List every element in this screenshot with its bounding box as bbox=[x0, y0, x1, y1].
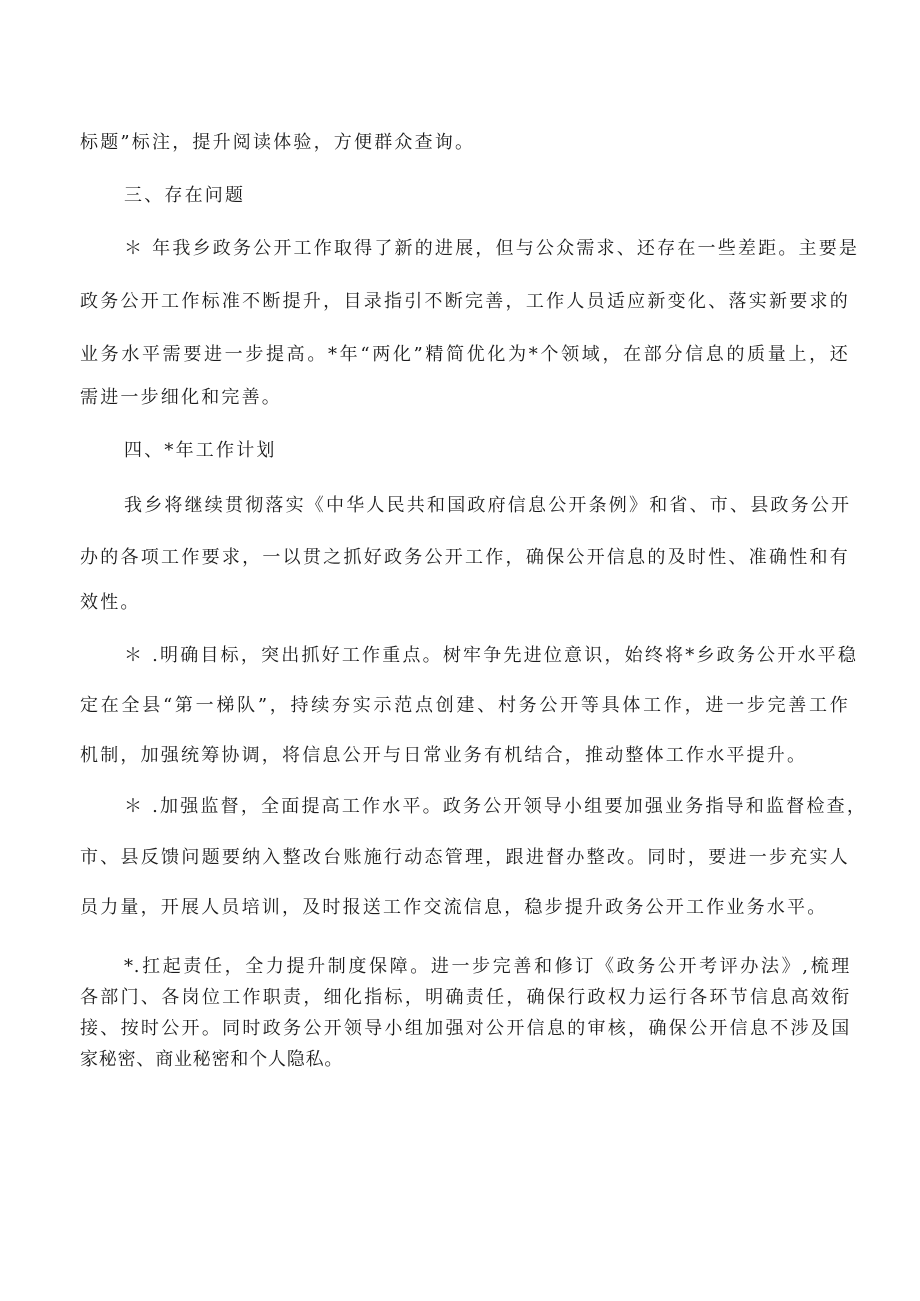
paragraph-line: *.扛起责任，全力提升制度保障。进一步完善和修订《政务公开考评办法》,梳理 bbox=[124, 956, 850, 977]
paragraph-line: 需进一步细化和完善。 bbox=[80, 387, 282, 408]
paragraph-line: 各部门、各岗位工作职责，细化指标，明确责任，确保行政权力运行各环节信息高效衔 bbox=[80, 987, 850, 1008]
paragraph-line: 我乡将继续贯彻落实《中华人民共和国政府信息公开条例》和省、市、县政务公开 bbox=[124, 495, 852, 516]
paragraph-line: ＊ 年我乡政务公开工作取得了新的进展，但与公众需求、还存在一些差距。主要是 bbox=[124, 238, 860, 259]
paragraph-line: 政务公开工作标准不断提升，目录指引不断完善，工作人员适应新变化、落实新要求的 bbox=[80, 291, 850, 312]
paragraph-line: ＊ .明确目标，突出抓好工作重点。树牢争先进位意识，始终将*乡政务公开水平稳 bbox=[124, 645, 859, 666]
paragraph-line: 接、按时公开。同时政务公开领导小组加强对公开信息的审核，确保公开信息不涉及国 bbox=[80, 1018, 850, 1039]
paragraph-line: 机制，加强统筹协调，将信息公开与日常业务有机结合，推动整体工作水平提升。 bbox=[80, 745, 808, 766]
paragraph-line: 市、县反馈问题要纳入整改台账施行动态管理，跟进督办整改。同时，要进一步充实人 bbox=[80, 847, 850, 868]
paragraph-line: 定在全县“第一梯队”，持续夯实示范点创建、村务公开等具体工作，进一步完善工作 bbox=[80, 695, 850, 716]
paragraph-line: 家秘密、商业秘密和个人隐私。 bbox=[80, 1049, 344, 1070]
paragraph-line: 员力量，开展人员培训，及时报送工作交流信息，稳步提升政务公开工作业务水平。 bbox=[80, 897, 828, 918]
paragraph-line: 业务水平需要进一步提高。*年“两化”精简优化为*个领域，在部分信息的质量上，还 bbox=[80, 344, 850, 365]
paragraph-line: ＊ .加强监督，全面提高工作水平。政务公开领导小组要加强业务指导和监督检查， bbox=[124, 796, 868, 817]
paragraph-line: 标题”标注，提升阅读体验，方便群众查询。 bbox=[80, 132, 476, 153]
section-heading-problems: 三、存在问题 bbox=[124, 185, 246, 206]
section-heading-plan: 四、*年工作计划 bbox=[124, 440, 277, 461]
paragraph-line: 办的各项工作要求，一以贯之抓好政务公开工作，确保公开信息的及时性、准确性和有 bbox=[80, 547, 850, 568]
paragraph-line: 效性。 bbox=[80, 592, 141, 613]
